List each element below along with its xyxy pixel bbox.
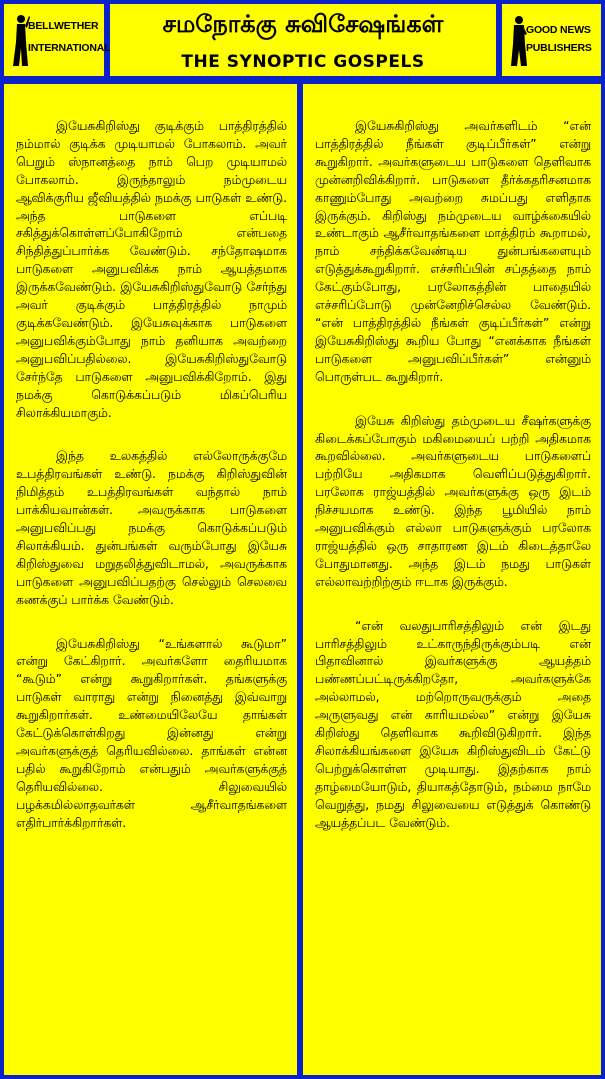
left-paragraph-2: இந்த உலகத்தில் எல்லோருக்குமே உபத்திரவங்கள் உண்டு. நமக்கு கிறிஸ்துவின் நிமித்தம் உபத்திரவங்கள் வந்தால் நாம் பாக்கியவான்கள். அவருக்காக பாடுகளை அனுபவிப்பது நமக்கு கொடுக்கப்படும் சிலாக்கியம். துன்பங்கள் வரும்போது இயேசு கிறிஸ்துவை மறுதலித்துவிடாமல், அவருக்காக பாடுகளை அனுபவிப்பதற்கு செல்லும் செலவை கணக்குப் பார்க்க வேண்டும்.	[16, 449, 287, 607]
left-column	[4, 84, 297, 1075]
left-paragraph-3: இயேசுகிறிஸ்து “உங்களால் கூடுமா” என்று கேட்கிறார். அவர்களோ தைரியமாக “கூடும்” என்று கூறுகிறார்கள். தங்களுக்கு பாடுகள் வாராது என்று நினைத்து இவ்வாறு கூறுகிறார்கள். உண்மையிலேயே தாங்கள் கேட்டுக்கொள்கிறது இன்னது என்று அவர்களுக்குத் தெரியவில்லை. தாங்கள் என்ன பதில் கூறுகிறோம் என்பதும் அவர்களுக்குத் தெரியவில்லை. சிலுவையில் பழக்கமில்லாதவர்கள் ஆசீர்வாதங்களை எதிர்பார்க்கிறார்கள்.	[16, 636, 287, 830]
right-paragraph-3: “என் வலதுபாரிசத்திலும் என் இடது பாரிசத்திலும் உட்காருந்திருக்கும்படி என் பிதாவினால் இவர்களுக்கு ஆயத்தம் பண்ணப்பட்டிருக்கிறதோ, அவர்களுக்கே அல்லாமல், மற்றொருவருக்கும் அதை அருளுவது என் காரியமல்ல” என்று இயேசு கிறிஸ்து தெளிவாக கூறிவிடுகிறார். இந்த சிலாக்கியங்களை இயேசு கிறிஸ்துவிடம் கேட்டு பெற்றுக்கொள்ள முடியாது. இதற்காக நாம் தாழ்மையோடும், தியாகத்தோடும், நம்மை நாமே வெறுத்து, நமது சிலுவையை எடுத்துக் கொண்டு ஆயத்தப்பட வேண்டும்.	[315, 618, 591, 830]
right-paragraph-2: இயேசு கிறிஸ்து தம்முடைய சீஷர்களுக்கு கிடைக்கப்போகும் மகிமையைப் பற்றி அதிகமாக கூறவில்லை. அவர்களுடைய பாடுகளைப் பற்றியே அதிகமாக வெளிப்படுத்துகிறார். பரலோக ராஜ்யத்தில் அவர்களுக்கு ஒரு இடம் நிச்சயமாக உண்டு. இந்த பூமியில் நாம் அனுபவிக்கும் எல்லா பாடுகளுக்கும் பரலோக ராஜ்யத்தில் ஒரு சாதாரண இடம் கிடைத்தாலே போதுமானது. அந்த இடம் நமது பாடுகள் எல்லாவற்றிற்கும் ஈடாக இருக்கும்.	[315, 413, 591, 589]
bellwether-line2: INTERNATIONAL	[28, 42, 111, 54]
left-paragraph-1: இயேசுகிறிஸ்து குடிக்கும் பாத்திரத்தில் நம்மால் குடிக்க முடியாமல் போகலாம். அவர் பெறும் ஸ்நானத்தை நாம் பெற முடியாமல் போகலாம். இருந்தாலும் நம்முடைய ஆவிக்குரிய ஜீவியத்தில் நமக்கு பாடுகள் உண்டு. அந்த பாடுகளை எப்படி சகித்துக்கொள்ளப்போகிறோம் என்பதை சிந்தித்துப்பார்க்க வேண்டும். சந்தோஷமாக பாடுகளை அனுபவிக்க நாம் ஆயத்தமாக இருக்கவேண்டும். இயேசுகிறிஸ்துவோடு சேர்ந்து அவர் குடிக்கும் பாத்திரத்தில் நாமும் குடிக்கவேண்டும். இயேசுவுக்காக பாடுகளை அனுபவிக்கும்போது நாம் தனியாக அவற்றை அனுபவிப்பதில்லை. இயேசுகிறிஸ்துவோடு சேர்ந்தே பாடுகளை அனுபவிக்கிறோம். இது நமக்கு கொடுக்கப்படும் மிகப்பெரிய சிலாக்கியமாகும்.	[16, 119, 287, 420]
page-title-tamil: சமநோக்கு சுவிசேஷங்கள்	[162, 10, 444, 38]
bellwether-logo	[8, 10, 111, 70]
bellwether-figure-icon	[10, 12, 30, 68]
right-column	[303, 84, 601, 1075]
bellwether-logo-box	[4, 4, 111, 76]
good-news-figure-icon	[508, 12, 528, 68]
title-box	[110, 4, 496, 76]
good-news-logo	[506, 10, 598, 70]
page-title-english: THE SYNOPTIC GOSPELS	[181, 52, 425, 72]
good-news-logo-box	[502, 4, 601, 76]
bellwether-line1: BELLWETHER	[28, 20, 99, 32]
right-paragraph-1: இயேசுகிறிஸ்து அவர்களிடம் “என் பாத்திரத்தில் நீங்கள் குடிப்பீர்கள்” என்று கூறுகிறார். அவர்களுடைய பாடுகளை தெளிவாக முன்னறிவிக்கிறார். பாடுகளை தீர்க்கதரிசனமாக காணும்போது அவற்றை சுமப்பது எளிதாக இருக்கும். கிறிஸ்து நம்முடைய வாழ்க்கையில் உண்டாகும் ஆசீர்வாதங்களை மாத்திரம் கூறாமல், நாம் சந்திக்கவேண்டிய துன்பங்களையும் எடுத்துக்கூறுகிறார். எச்சரிப்பின் சப்தத்தை நாம் கேட்கும்போது, பரலோகத்தின் பாதையில் எச்சரிப்போடு முன்னேறிச்செல்ல வேண்டும். “என் பாத்திரத்தில் நீங்கள் குடிப்பீர்கள்” என்று இயேசுகிறிஸ்து கூறிய போது “எனக்காக நீங்கள் பாடுகளை அனுபவிப்பீர்கள்” என்னும் பொருள்பட கூறுகிறார்.	[315, 119, 591, 384]
page-header	[0, 0, 605, 80]
good-news-line2: PUBLISHERS	[526, 42, 592, 54]
good-news-line1: GOOD NEWS	[526, 24, 591, 36]
